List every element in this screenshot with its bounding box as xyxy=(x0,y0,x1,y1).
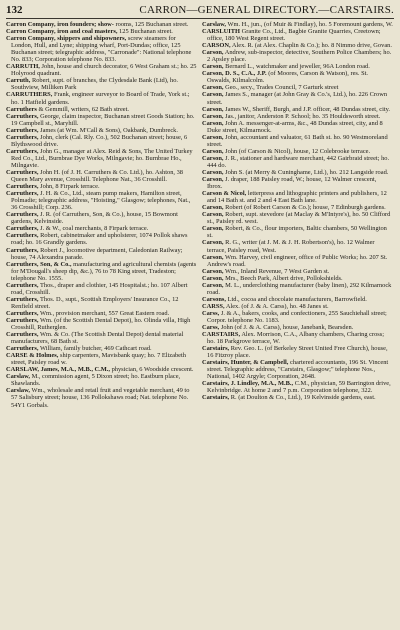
directory-entry xyxy=(202,303,393,310)
running-title: CARRON—GENERAL DIRECTORY.—CARSTAIRS. xyxy=(139,4,394,16)
entry-text: 125 Buchanan street. xyxy=(119,28,173,36)
entry-name: Carruthers, xyxy=(6,345,39,353)
directory-entry xyxy=(6,169,197,183)
entry-text: Wm. Harvey, civil engineer, office of Public Works; ho. 207 St. Andrew's road. xyxy=(207,253,388,268)
entry-name: Carson, xyxy=(202,274,224,282)
directory-entry xyxy=(6,148,197,169)
directory-entry xyxy=(6,261,197,282)
entry-name: CARSTAIRS, xyxy=(202,331,241,339)
entry-text: Alex. (of J. & A. Carss), ho. 48 Janes st. xyxy=(225,302,329,310)
directory-entry xyxy=(6,190,197,211)
entry-name: CARSLAW, James, M.A., M.B., C.M., xyxy=(6,366,110,374)
directory-entry xyxy=(6,91,197,105)
entry-name: Carson, xyxy=(202,168,224,176)
directory-entry xyxy=(202,345,393,359)
directory-entry xyxy=(6,310,197,317)
directory-entry xyxy=(6,366,197,373)
directory-entry xyxy=(6,28,197,35)
directory-entry xyxy=(202,268,393,275)
entry-name: Carruthers, xyxy=(6,232,39,240)
entry-text: M. L., underclothing manufacturer (baby linen), 292 Kilmarnock road. xyxy=(207,281,392,296)
entry-text: ship carpenters, Mavisbank quay; ho. 7 Elizabeth street, Paisley road w. xyxy=(11,352,186,367)
directory-entry xyxy=(202,310,393,324)
directory-entry xyxy=(202,239,393,253)
entry-text: Ltd., cocoa and chocolate manufacturers, Barrowfield. xyxy=(227,295,367,303)
directory-entry xyxy=(202,49,393,63)
directory-entry xyxy=(6,113,197,127)
entry-name: Carson, xyxy=(202,154,224,162)
directory-entry xyxy=(202,380,393,394)
entry-name: Carruthers, xyxy=(6,211,39,219)
entry-name: Carsons, xyxy=(202,295,226,303)
entry-text: Wm., Inland Revenue, 7 West Garden st. xyxy=(224,267,330,275)
directory-entry xyxy=(202,84,393,91)
entry-text: Rev. Geo. L. (of Berkeley Street United Free Church), house, 16 Fitzroy place. xyxy=(207,345,388,360)
entry-name: Carstairs, xyxy=(202,394,230,402)
entry-text: Robert (of Robert Carson & Co.); house, 7 Edinburgh gardens. xyxy=(225,204,386,212)
entry-text: physician, 6 Woodside crescent. xyxy=(111,366,194,374)
entry-name: Carruthers, xyxy=(6,309,39,317)
entry-name: Carson, xyxy=(202,147,224,155)
entry-name: Carson & Nicol, xyxy=(202,190,247,198)
entry-text: rooms, 125 Buchanan street. xyxy=(115,21,189,28)
entry-name: CARRUTH, xyxy=(6,63,40,71)
entry-text: letterpress and lithographic printers and publishers, 12 and 14 Bath st. and 2 and 4 East Bath lane. xyxy=(207,190,387,205)
entry-text: John H. (of J. H. Carruthers & Co. Ltd.), ho. Ashton, 38 Queen Mary avenue, Crosshill. Telephone Nat., 36 Crosshill. xyxy=(11,168,183,184)
entry-text: Robert J., locomotive department, Caledonian Railway; house, 74 Alexandra parade. xyxy=(11,246,183,261)
entry-name: Carss, xyxy=(202,324,220,332)
directory-entry xyxy=(202,21,393,28)
entry-text: John, clerk (Cal. Rly. Co.), 502 Buchanan street; house, 6 Blythswood drive. xyxy=(11,133,188,148)
directory-columns xyxy=(6,21,394,409)
entry-name: Carslaw, xyxy=(6,373,30,381)
entry-text: Robert, cabinetmaker and upholsterer, 1074 Pollok shaws road; ho. 16 Grandly gardens. xyxy=(11,232,188,247)
entry-text: Wm. H., jun., (of Muir & Findlay), ho. 5 Foremount gardens, W. xyxy=(227,21,393,28)
entry-text: R. (at Doulton & Co., Ltd.), 19 Kelvinside gardens, east. xyxy=(230,394,376,402)
entry-text: Wm., provision merchant, 557 Great Eastern road. xyxy=(39,309,170,317)
directory-entry xyxy=(202,28,393,42)
entry-text: Alex. Morrison, C.A., Albany chambers, Charing cross; ho. 18 Parkgrove terrace, W. xyxy=(207,331,385,346)
directory-entry xyxy=(6,106,197,113)
entry-text: J. R. (of Carruthers, Son, & Co.), house, 15 Bowmont gardens, Kelvinside. xyxy=(11,211,178,226)
directory-entry xyxy=(6,225,197,232)
directory-entry xyxy=(6,247,197,261)
entry-text: John, 8 Firpark terrace. xyxy=(40,183,100,191)
entry-name: Carson, xyxy=(202,105,224,113)
directory-entry xyxy=(202,63,393,70)
entry-name: Carson, xyxy=(202,239,224,247)
entry-text: John A. messenger-at-arms, &c., 48 Dundas street, city, and 8 Duke street, Kilmarnock. xyxy=(207,119,383,134)
directory-entry xyxy=(6,296,197,310)
entry-text: John (of Carson & Nicol), house, 12 Colebrooke terrace. xyxy=(225,147,371,155)
directory-entry xyxy=(6,127,197,134)
entry-text: Mrs., Beech Park, Albert drive, Pollokshields. xyxy=(225,274,343,282)
directory-entry xyxy=(202,169,393,176)
directory-entry xyxy=(6,63,197,77)
entry-text: John (of J. & A. Carss), house, Janebank, Bearsden. xyxy=(220,324,354,332)
directory-entry xyxy=(202,204,393,211)
directory-entry xyxy=(6,387,197,408)
directory-entry xyxy=(202,296,393,303)
directory-entry xyxy=(6,352,197,366)
entry-text: chartered accountants, 196 St. Vincent street. Telegraphic address, "Carstairs, Glasgow;" telephone Nos., National, 1402 Argyle; Corporation, 2648. xyxy=(207,359,389,381)
entry-text: Thos. D., supt., Scottish Employers' Insurance Co., 12 Renfield street. xyxy=(11,295,179,310)
entry-name: Carruthers, Son, & Co., xyxy=(6,260,72,268)
entry-name: Carruthers, xyxy=(6,246,39,254)
directory-entry xyxy=(202,70,393,84)
entry-text: M., commission agent, 5 Dixon street; ho. Eastburn place, Shawlands. xyxy=(11,373,181,388)
entry-name: Carson, D. S., C.A., J.P. xyxy=(202,70,267,78)
directory-entry xyxy=(202,324,393,331)
entry-text: Robert, & Co., flour importers, Baltic chambers, 50 Wellington st. xyxy=(207,225,387,240)
entry-text: Bernard L., watchmaker and jeweller, 96A London road. xyxy=(225,63,370,71)
entry-text: George, claim inspector, Buchanan street Goods Station; ho. 19 Campbell st., Maryhill. xyxy=(11,112,195,127)
entry-name: Carslaw, xyxy=(202,21,226,28)
directory-entry xyxy=(6,21,197,28)
entry-name: Carson, xyxy=(202,176,224,184)
entry-name: Carson, xyxy=(202,91,224,99)
entry-name: CARSS, xyxy=(202,302,225,310)
entry-name: Carruthers, xyxy=(6,190,39,198)
entry-name: Carruth, xyxy=(6,77,31,85)
entry-text: Robert, supt. of branches, the Clydesdale Bank (Ltd), ho. Southview, Milliken Park xyxy=(11,77,179,92)
entry-name: Carruthers, xyxy=(6,183,39,191)
directory-entry xyxy=(202,113,393,120)
entry-text: Robert, supt. stevedore (at Maclay & M'Intyre's), ho. 50 Clifford st., Paisley rd. west. xyxy=(207,211,391,226)
directory-entry xyxy=(6,211,197,225)
page-number: 132 xyxy=(6,4,23,16)
directory-entry xyxy=(202,42,393,49)
entry-text: J. H. & Co., Ltd., steam pump makers, Hamilton street, Polmadie; telegraphic address, "Hoisting," Glasgow; telephones, Nat., 36 Crosshill; Corp. 236. xyxy=(11,190,191,212)
entry-name: Carson, xyxy=(202,281,224,289)
entry-name: Carson, xyxy=(202,119,224,127)
entry-text: Wm. & Co. (The Scottish Dental Depot) dental material manufacturers, 68 Bath st. xyxy=(11,331,184,346)
entry-text: James W., Sheriff, Burgh, and J.P. officer, 48 Dundas street, city. xyxy=(225,105,391,113)
directory-entry xyxy=(202,394,393,401)
entry-text: (of Moores, Carson & Watson), res. St. Oswalds, Kilmalcolm. xyxy=(207,70,369,85)
entry-text: Wm. (of the Scottish Dental Depot), ho. Olinda villa, High Crosshill, Rutherglen. xyxy=(11,316,191,332)
entry-name: Carslaw, xyxy=(6,387,30,395)
directory-entry xyxy=(202,331,393,345)
entry-text: J. draper, 188 Paisley road, W.; house, 12 Walmer crescent, Ibrox. xyxy=(207,176,377,191)
entry-text: John S. (at Merry & Cuninghame, Ltd.), ho. 212 Langside road. xyxy=(225,168,389,176)
entry-text: Jas., janitor, Anderston P. School; ho. 35 Houldsworth street. xyxy=(225,112,381,120)
entry-text: C.M., physician, 59 Barrington drive, Kelvinbridge. At home 2 and 7 p.m. Corporation telephone, 322. xyxy=(207,380,391,395)
entry-name: Carruthers, xyxy=(6,281,39,289)
directory-entry xyxy=(6,331,197,345)
entry-name: CARRUTHERS, xyxy=(6,91,53,99)
entry-name: Carruthers, xyxy=(6,112,39,120)
entry-name: Carson, xyxy=(202,133,224,141)
directory-entry xyxy=(202,282,393,296)
entry-text: Andrew, sub-inspector, detective, Southern Police Chambers; ho. 2 Apsley place. xyxy=(207,49,392,64)
entry-text: William, family butcher, 469 Cathcart road. xyxy=(39,345,152,353)
directory-entry xyxy=(6,134,197,148)
entry-name: Carss, xyxy=(202,309,220,317)
entry-name: Carson, xyxy=(202,84,224,92)
entry-name: Carruthers, xyxy=(6,295,39,303)
entry-name: Carruthers, xyxy=(6,331,39,339)
directory-entry xyxy=(6,35,197,63)
directory-entry xyxy=(6,317,197,331)
entry-name: Carruthers, xyxy=(6,133,39,141)
entry-text: R. G., writer (at J. M. & J. H. Robertson's), ho. 12 Walmer terrace, Paisley road, West. xyxy=(207,239,375,254)
directory-entry xyxy=(202,106,393,113)
entry-text: & Gemmill, writers, 62 Bath street. xyxy=(38,105,130,113)
directory-entry xyxy=(6,345,197,352)
entry-text: John, accountant and valuator, 61 Bath st. ho. 90 Westmoreland street. xyxy=(207,133,388,148)
directory-entry xyxy=(202,225,393,239)
entry-text: Frank, engineer surveyor to Board of Trade, York st.; ho. 1 Hatfield gardens. xyxy=(11,91,190,106)
directory-entry xyxy=(6,232,197,246)
entry-text: manufacturing and agricultural chemists (agents for M'Dougall's sheep dip, &c.), 76 to 78 King street, Tradeston; telephone No. 1555. xyxy=(11,260,197,282)
entry-text: Alex. R. (at Alex. Chaplin & Co.); ho. 8 Nimmo drive, Govan. xyxy=(231,42,392,50)
entry-text: Granite Co., Ltd., Bagbie Granite Quarries, Creetown; office, 180 West Regent street. xyxy=(207,28,381,43)
entry-name: Carruthers, xyxy=(6,126,39,134)
entry-text: Thos., draper and clothier, 145 Hospitalst.; ho. 107 Albert road, Crosshill. xyxy=(11,281,188,296)
directory-entry xyxy=(202,359,393,380)
entry-name: CARSON, xyxy=(202,42,231,50)
right-column xyxy=(202,21,393,409)
entry-name: Carruthers xyxy=(6,105,37,113)
directory-entry xyxy=(202,91,393,105)
entry-name: Carson, xyxy=(202,225,224,233)
directory-entry xyxy=(202,155,393,169)
entry-name: Carstairs, Hunter, & Campbell, xyxy=(202,359,289,367)
entry-text: Geo., secy., Trades Council, 7 Garturk street xyxy=(225,84,339,92)
entry-text: J. & A., bakers, cooks, and confectioners, 255 Sauchiehall street; Corpor. telephone No. 1183. xyxy=(207,309,387,324)
entry-name: Carstairs, J. Lindley, M.A., M.B., xyxy=(202,380,294,388)
entry-name: Carron Company, shippers and shipowners, xyxy=(6,35,127,43)
entry-name: Carruthers, xyxy=(6,168,39,176)
directory-entry xyxy=(202,134,393,148)
entry-text: John, house and church decorator, 6 West Graham st.; ho. 25 Holyrood quadrant. xyxy=(11,63,197,78)
entry-name: CARSLUITH xyxy=(202,28,240,36)
left-column xyxy=(6,21,197,409)
entry-name: Carson, xyxy=(202,267,224,275)
entry-name: Carstairs, xyxy=(202,345,230,353)
entry-text: J. & W., coal merchants, 8 Firpark terrace. xyxy=(40,225,149,233)
entry-name: Carron Company, iron founders; show- xyxy=(6,21,114,28)
directory-entry xyxy=(202,190,393,204)
directory-entry xyxy=(202,275,393,282)
entry-name: Carson, xyxy=(202,253,224,261)
directory-entry xyxy=(6,373,197,387)
directory-entry xyxy=(202,120,393,134)
directory-entry xyxy=(6,282,197,296)
entry-text: James (at Wm. M'Call & Sons), Oakbank, Dumbreck. xyxy=(40,126,178,134)
directory-entry xyxy=(6,183,197,190)
entry-name: Carson, xyxy=(202,204,224,212)
entry-name: CARSE & Holmes, xyxy=(6,352,59,360)
directory-entry xyxy=(202,254,393,268)
entry-name: Carruthers, xyxy=(6,147,39,155)
entry-text: screw steamers for London, Hull, and Lyne; shipping wharf, Port-Dundas; office, 125 Buchanan street; telegraphic address, "Carronade": National telephone No. 833; Corporation telephone No. 833. xyxy=(11,35,192,64)
entry-text: Wm., wholesale and retail fruit and vegetable merchant, 49 to 57 Salisbury street; house, 136 Pollokshaws road; Nat. telephone No. 54Y1 Gorbals. xyxy=(11,387,190,409)
entry-text: J. R., stationer and hardware merchant, 442 Gairbraid street; ho. 444 do. xyxy=(207,154,390,169)
entry-name: Carruthers, xyxy=(6,225,39,233)
directory-entry xyxy=(202,148,393,155)
directory-entry xyxy=(202,176,393,190)
entry-text: James S., manager (at John Gray & Co.'s, Ltd.), ho. 226 Crown street. xyxy=(207,91,388,106)
entry-name: Carson, xyxy=(202,211,224,219)
page-header xyxy=(6,4,394,19)
entry-name: Carson, xyxy=(202,63,224,71)
entry-name: Carson, xyxy=(202,112,224,120)
entry-name: Carson, xyxy=(202,49,224,57)
entry-text: John G., manager at Alex. Reid & Sons, The United Turkey Red Co., Ltd., Burnbrae Dye Works, Milngavie; ho. Burnbrae Ho., Milngavie. xyxy=(11,147,193,169)
entry-name: Carron Company, iron and coal masters, xyxy=(6,28,118,36)
entry-name: Carruthers, xyxy=(6,316,39,324)
directory-entry xyxy=(202,211,393,225)
directory-entry xyxy=(6,77,197,91)
